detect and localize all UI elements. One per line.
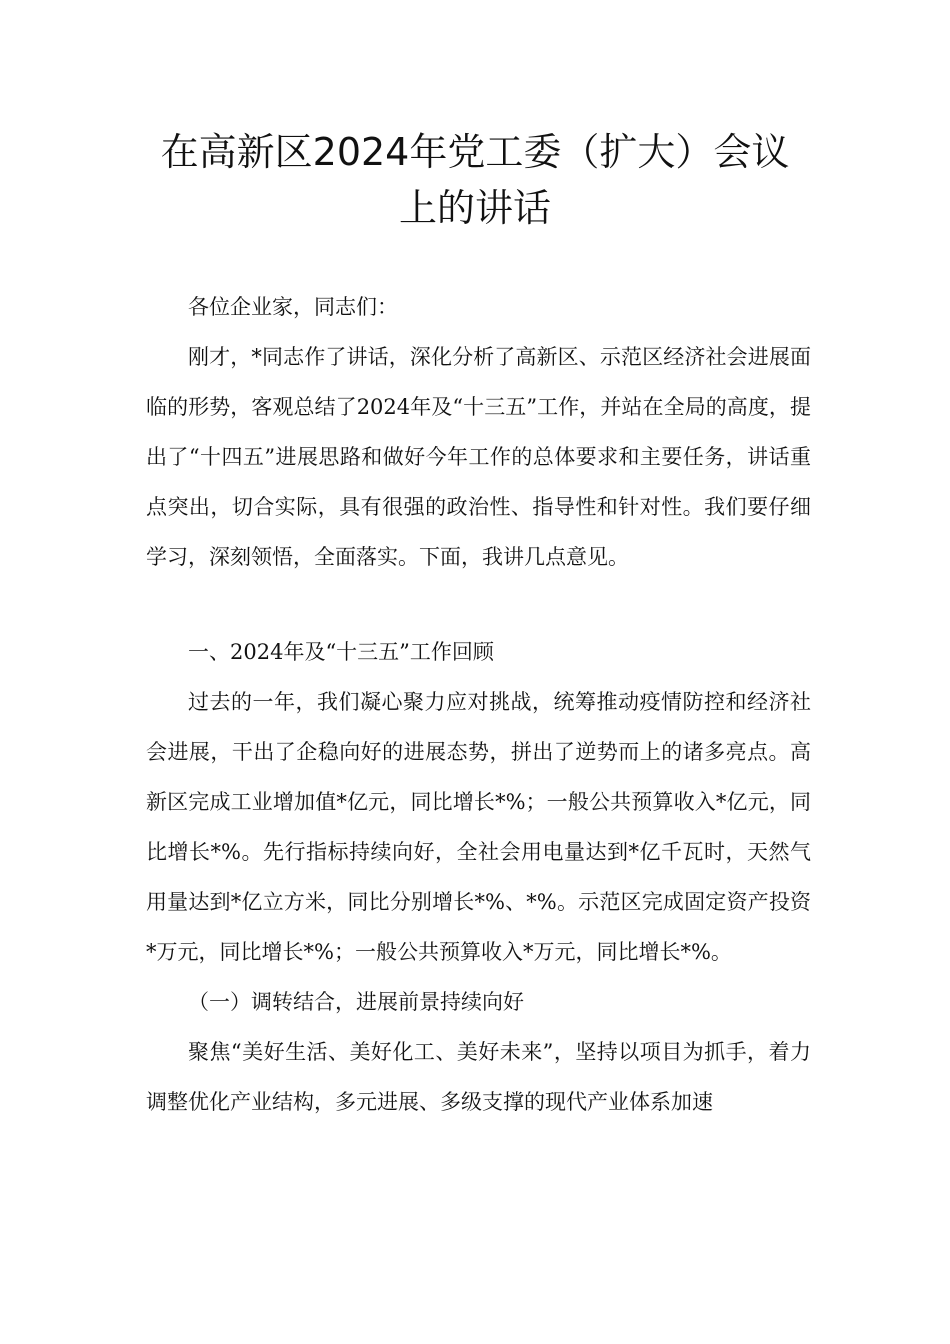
focus-paragraph: 聚焦“美好生活、美好化工、美好未来”，坚持以项目为抓手，着力调整优化产业结构，多元进展、多级支撑的现代产业体系加速 <box>146 1040 811 1114</box>
title-line-1: 在高新区2024年党工委（扩大）会议 <box>160 130 790 174</box>
title-line-2: 上的讲话 <box>398 186 551 230</box>
document-body <box>146 282 811 1127</box>
salutation-paragraph: 各位企业家，同志们： <box>188 295 398 319</box>
section-heading: 一、2024年及“十三五”工作回顾 <box>188 640 494 664</box>
intro-paragraph: 刚才，*同志作了讲话，深化分析了高新区、示范区经济社会进展面临的形势，客观总结了2024年及“十三五”工作，并站在全局的高度，提出了“十四五”进展思路和做好今年工作的总体要求和主要任务，讲话重点突出，切合实际，具有很强的政治性、指导性和针对性。我们要仔细学习，深刻领悟，全面落实。下面，我讲几点意见。 <box>146 345 811 569</box>
review-paragraph: 过去的一年，我们凝心聚力应对挑战，统筹推动疫情防控和经济社会进展，干出了企稳向好的进展态势，拼出了逆势而上的诸多亮点。高新区完成工业增加值*亿元，同比增长*%；一般公共预算收入*亿元，同比增长*%。先行指标持续向好，全社会用电量达到*亿千瓦时，天然气用量达到*亿立方米，同比分别增长*%、*%。示范区完成固定资产投资*万元，同比增长*%；一般公共预算收入*万元，同比增长*%。 <box>146 690 811 964</box>
subsection-heading: （一）调转结合，进展前景持续向好 <box>188 990 524 1014</box>
document-title <box>100 124 850 236</box>
